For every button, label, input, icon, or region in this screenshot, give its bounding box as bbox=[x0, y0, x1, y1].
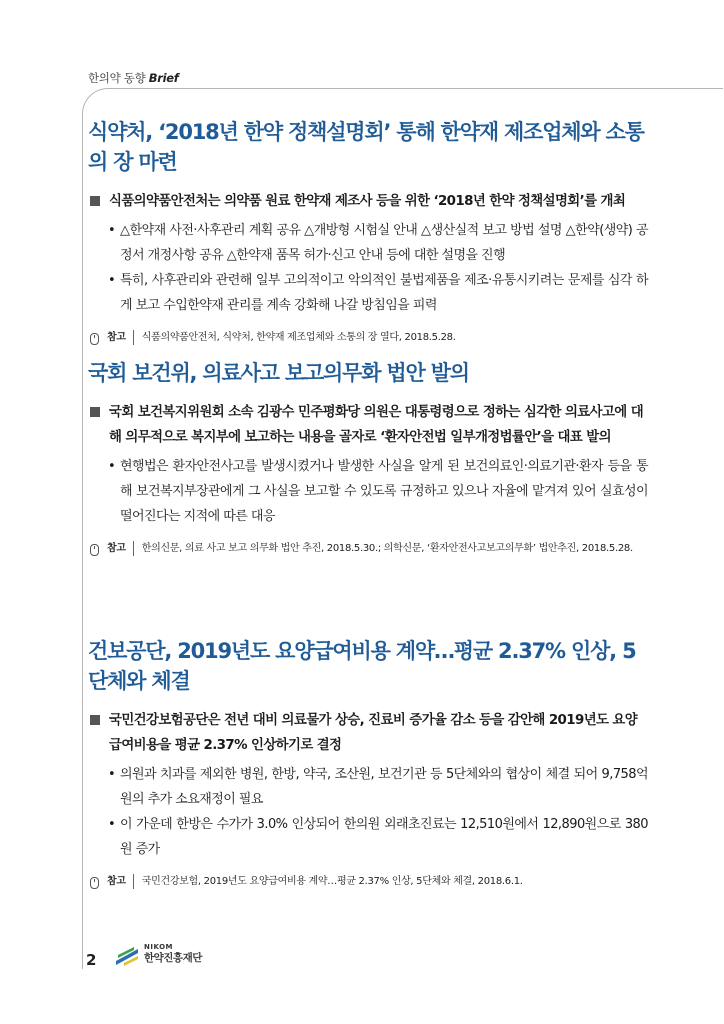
lead-text: 국회 보건복지위원회 소속 김광수 민주평화당 의원은 대통령령으로 정하는 심각한 의료사고에 대해 의무적으로 복지부에 보고하는 내용을 골자로 ‘환자안전법 일부개정법률안’을 대표 발의 bbox=[109, 405, 644, 445]
news-section-2 bbox=[88, 358, 648, 556]
lead-paragraph bbox=[88, 708, 648, 758]
mouse-icon bbox=[90, 333, 99, 345]
reference-note bbox=[88, 330, 648, 345]
reference-label: 참고 bbox=[107, 330, 134, 345]
bullet-item: • 이 가운데 한방은 수가가 3.0% 인상되어 한의원 외래초진료는 12,510원에서 12,890원으로 380원 증가 bbox=[108, 812, 648, 862]
news-section-1 bbox=[88, 117, 648, 345]
logo-korean: 한약진흥재단 bbox=[144, 952, 202, 964]
square-bullet-icon bbox=[90, 715, 100, 725]
bullet-list bbox=[108, 454, 648, 529]
lead-paragraph bbox=[88, 400, 648, 450]
mouse-icon bbox=[90, 544, 99, 556]
reference-note bbox=[88, 874, 648, 889]
lead-text: 식품의약품안전처는 의약품 원료 한약재 제조사 등을 위한 ‘2018년 한약 정책설명회’를 개최 bbox=[109, 194, 626, 209]
header-prefix: 한의약 동향 bbox=[88, 71, 146, 85]
mouse-icon bbox=[90, 877, 99, 889]
square-bullet-icon bbox=[90, 407, 100, 417]
bullet-list bbox=[108, 762, 648, 862]
foundation-logo bbox=[144, 942, 202, 964]
foundation-logo-icon bbox=[114, 945, 140, 967]
bullet-item: • 의원과 치과를 제외한 병원, 한방, 약국, 조산원, 보건기관 등 5단체와의 협상이 체결 되어 9,758억원의 추가 소요재정이 필요 bbox=[108, 762, 648, 812]
section-title: 국회 보건위, 의료사고 보고의무화 법안 발의 bbox=[88, 361, 469, 385]
lead-text: 국민건강보험공단은 전년 대비 의료물가 상승, 진료비 증가율 감소 등을 감안해 2019년도 요양급여비용을 평균 2.37% 인상하기로 결정 bbox=[109, 713, 638, 753]
reference-label: 참고 bbox=[107, 874, 134, 889]
lead-paragraph bbox=[88, 189, 648, 214]
reference-text: 국민건강보험, 2019년도 요양급여비용 계약…평균 2.37% 인상, 5단체와 체결, 2018.6.1. bbox=[141, 876, 523, 887]
header-suffix: Brief bbox=[148, 71, 179, 85]
news-section-3 bbox=[88, 636, 648, 889]
running-header bbox=[88, 70, 178, 86]
square-bullet-icon bbox=[90, 196, 100, 206]
bullet-item: • 현행법은 환자안전사고를 발생시켰거나 발생한 사실을 알게 된 보건의료인·의료기관·환자 등을 통해 보건복지부장관에게 그 사실을 보고할 수 있도록 규정하고 있으나 자율에 맡겨져 있어 실효성이 떨어진다는 지적에 따른 대응 bbox=[108, 454, 648, 529]
page-number: 2 bbox=[86, 951, 97, 969]
reference-text: 식품의약품안전처, 식약처, 한약재 제조업체와 소통의 장 열다, 2018.5.28. bbox=[141, 332, 456, 343]
bullet-list bbox=[108, 218, 648, 318]
section-title: 건보공단, 2019년도 요양급여비용 계약…평균 2.37% 인상, 5단체와 체결 bbox=[88, 639, 636, 693]
reference-note bbox=[88, 541, 648, 556]
section-title: 식약처, ‘2018년 한약 정책설명회’ 통해 한약재 제조업체와 소통의 장 마련 bbox=[88, 120, 644, 174]
reference-text: 한의신문, 의료 사고 보고 의무화 법안 추진, 2018.5.30.; 의학신문, ‘환자안전사고보고의무화’ 법안추진, 2018.5.28. bbox=[141, 543, 633, 554]
logo-english: NIKOM bbox=[144, 943, 173, 951]
reference-label: 참고 bbox=[107, 541, 134, 556]
bullet-item: • △한약재 사전·사후관리 계획 공유 △개방형 시험실 안내 △생산실적 보고 방법 설명 △한약(생약) 공정서 개정사항 공유 △한약재 품목 허가·신고 안내 등에 대한 설명을 진행 bbox=[108, 218, 648, 268]
bullet-item: • 특히, 사후관리와 관련해 일부 고의적이고 악의적인 불법제품을 제조·유통시키려는 문제를 심각 하게 보고 수입한약재 관리를 계속 강화해 나갈 방침임을 피력 bbox=[108, 268, 648, 318]
